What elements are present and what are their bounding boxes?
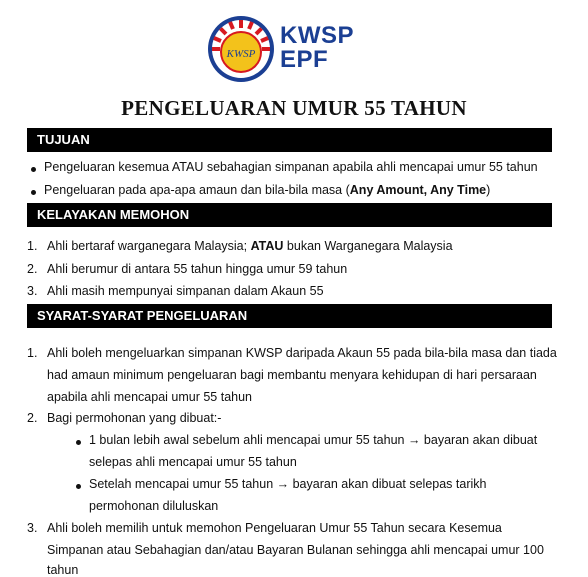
list-number: 3. (27, 284, 38, 298)
syarat-item-2: Bagi permohonan yang dibuat:- (47, 411, 222, 425)
list-number: 1. (27, 346, 38, 360)
list-number: 2. (27, 411, 38, 425)
kelayakan-item-1: Ahli bertaraf warganegara Malaysia; ATAU bukan Warganegara Malaysia (47, 239, 453, 253)
section-heading-syarat: SYARAT-SYARAT PENGELUARAN (27, 304, 552, 328)
syarat-item-3-line-3: tahun (47, 563, 79, 577)
logo-line-epf: EPF (280, 46, 329, 73)
kelayakan-item-2: Ahli berumur di antara 55 tahun hingga umur 59 tahun (47, 262, 348, 276)
bullet-dot (31, 167, 36, 172)
syarat-item-2-sub-2-line-1: Setelah mencapai umur 55 tahun → bayaran akan dibuat selepas tarikh (89, 477, 487, 491)
tujuan-item-1: Pengeluaran kesemua ATAU sebahagian simpanan apabila ahli mencapai umur 55 tahun (44, 160, 538, 174)
syarat-item-2-sub-1-line-2: selepas ahli mencapai umur 55 tahun (89, 455, 297, 469)
tujuan-item-2: Pengeluaran pada apa-apa amaun dan bila-bila masa (Any Amount, Any Time) (44, 183, 491, 197)
list-number: 2. (27, 262, 38, 276)
kwsp-epf-logo (206, 14, 376, 84)
syarat-item-2-sub-2-line-2: permohonan diluluskan (89, 499, 219, 513)
bullet-dot (76, 484, 81, 489)
syarat-item-1-line-2: had amaun minimum pengeluaran bagi membantu menyara kehidupan di hari persaraan (47, 368, 537, 382)
syarat-item-1-line-1: Ahli boleh mengeluarkan simpanan KWSP daripada Akaun 55 pada bila-bila masa dan tiada (47, 346, 557, 360)
syarat-item-2-sub-1-line-1: 1 bulan lebih awal sebelum ahli mencapai umur 55 tahun → bayaran akan dibuat (89, 433, 538, 447)
syarat-item-1-line-3: apabila ahli mencapai umur 55 tahun (47, 390, 252, 404)
page-title: PENGELUARAN UMUR 55 TAHUN (121, 96, 467, 120)
kwsp-emblem-icon (206, 14, 276, 84)
bullet-dot (76, 440, 81, 445)
logo-line-kwsp: KWSP (280, 22, 354, 49)
section-heading-kelayakan: KELAYAKAN MEMOHON (27, 203, 552, 227)
list-number: 1. (27, 239, 38, 253)
section-heading-tujuan: TUJUAN (27, 128, 552, 152)
list-number: 3. (27, 521, 38, 535)
bullet-dot (31, 190, 36, 195)
syarat-item-3-line-2: Simpanan atau Sebahagian dan/atau Bayaran Bulanan sehingga ahli mencapai umur 100 (47, 543, 544, 557)
logo-wordmark (280, 24, 354, 72)
svg-text:KWSP: KWSP (226, 48, 256, 60)
kelayakan-item-3: Ahli masih mempunyai simpanan dalam Akaun 55 (47, 284, 324, 298)
syarat-item-3-line-1: Ahli boleh memilih untuk memohon Pengeluaran Umur 55 Tahun secara Kesemua (47, 521, 502, 535)
